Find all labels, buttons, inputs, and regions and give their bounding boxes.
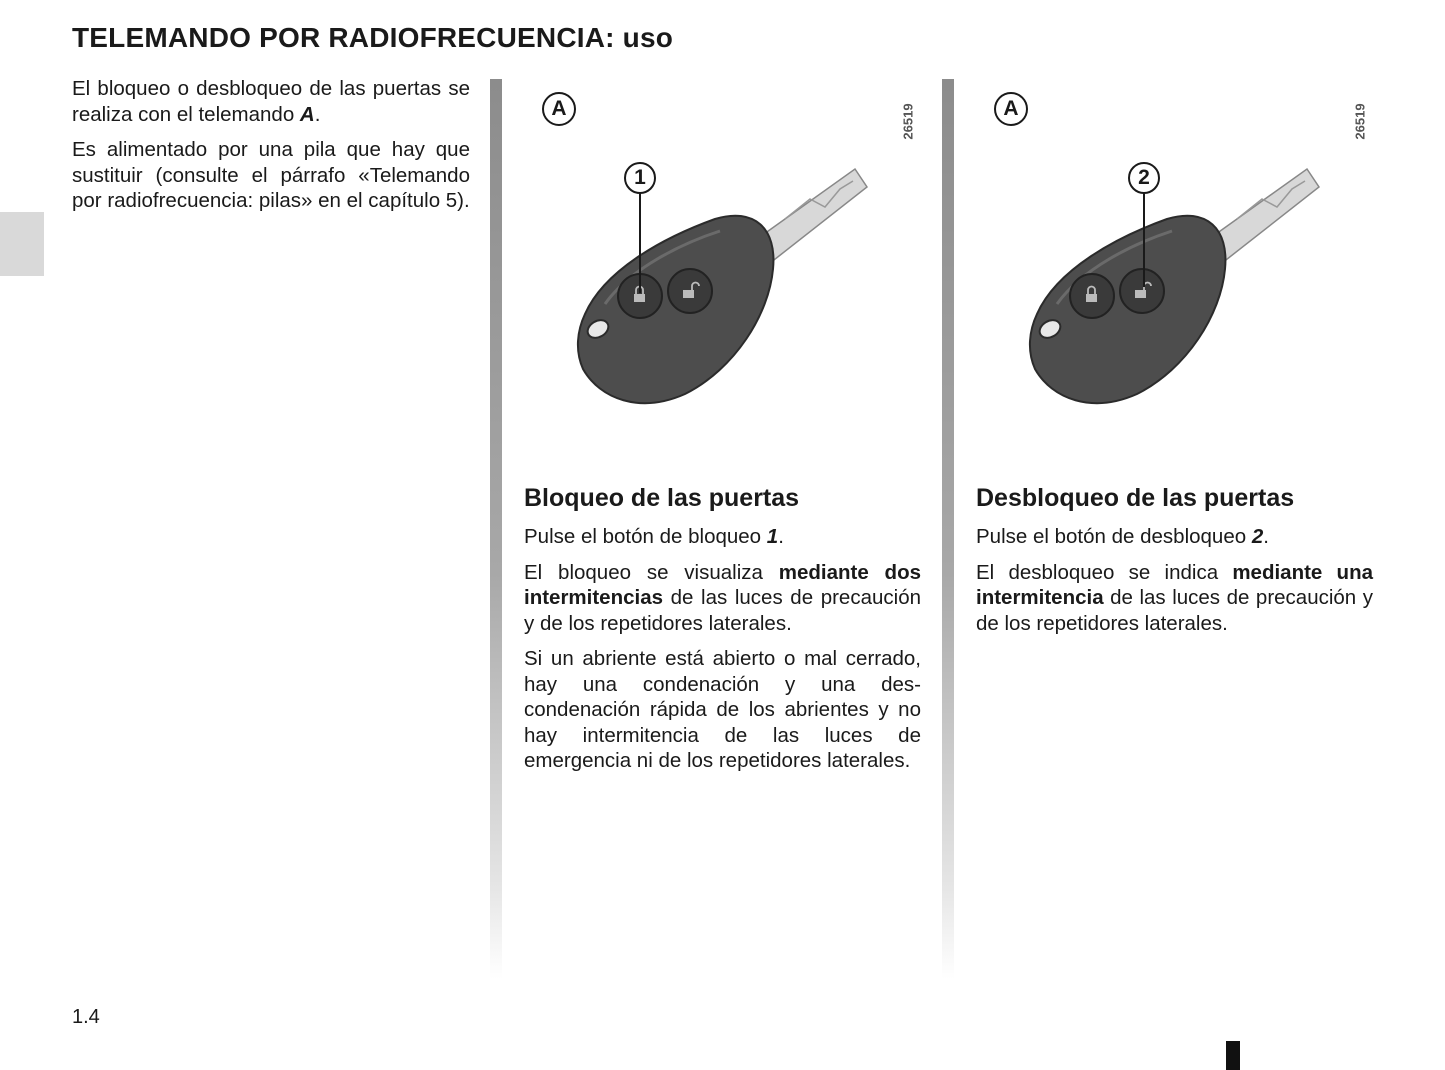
lock-paragraph-1: Pulse el botón de bloqueo 1. (524, 525, 784, 548)
unlock-button (1120, 269, 1164, 313)
remote-key-illustration (515, 79, 915, 469)
unlock-heading: Desbloqueo de las puertas (976, 484, 1295, 512)
remote-body (1030, 216, 1226, 403)
unlock-paragraph-1: Pulse el botón de desbloqueo 2. (976, 525, 1269, 548)
callout-lock-number: 1 (624, 162, 656, 194)
figure-label: A (542, 92, 576, 126)
unlock-section (976, 480, 1373, 646)
figure-code: 26519 (1352, 103, 1368, 140)
remote-key-illustration (967, 79, 1367, 469)
intro-paragraph-1: El bloqueo o desbloqueo de las puertas se realiza con el telemando A. (72, 77, 470, 126)
lock-section (524, 480, 921, 784)
unlock-paragraph-2: El desbloqueo se indica mediante una intermitencia de las luces de precaución y de los repetidores laterales. (976, 560, 1373, 635)
lock-paragraph-2: El bloqueo se visualiza mediante dos intermitencias de las luces de precaución y de los repetidores laterales. (524, 560, 921, 635)
intro-column (72, 76, 470, 224)
intro-paragraph-2: Es alimentado por una pila que hay que sustituir (consulte el párrafo «Telemando por radiofrecuencia: pilas» en el capítulo 5). (72, 138, 470, 212)
lock-heading: Bloqueo de las puertas (524, 484, 800, 512)
unlock-button (668, 269, 712, 313)
remote-body (578, 216, 774, 403)
figure-code: 26519 (900, 103, 916, 140)
chapter-tab (0, 212, 44, 276)
column-divider-bar (490, 79, 502, 979)
page-title: TELEMANDO POR RADIOFRECUENCIA: uso (72, 22, 674, 53)
lock-button (1070, 274, 1114, 318)
page-number: 1.4 (72, 1006, 100, 1028)
lock-paragraph-3: Si un abriente está abierto o mal cerrado, hay una condenación y una descondenación rápida de los abrientes y no hay intermitencia de las luces de emergencia ni de los repetidores laterales. (524, 647, 921, 772)
figure-label: A (994, 92, 1028, 126)
column-divider-bar (942, 79, 954, 979)
callout-unlock-number: 2 (1128, 162, 1160, 194)
key-figure-lock (515, 79, 915, 469)
page-edge-mark (1226, 1041, 1240, 1070)
key-figure-unlock (967, 79, 1367, 469)
